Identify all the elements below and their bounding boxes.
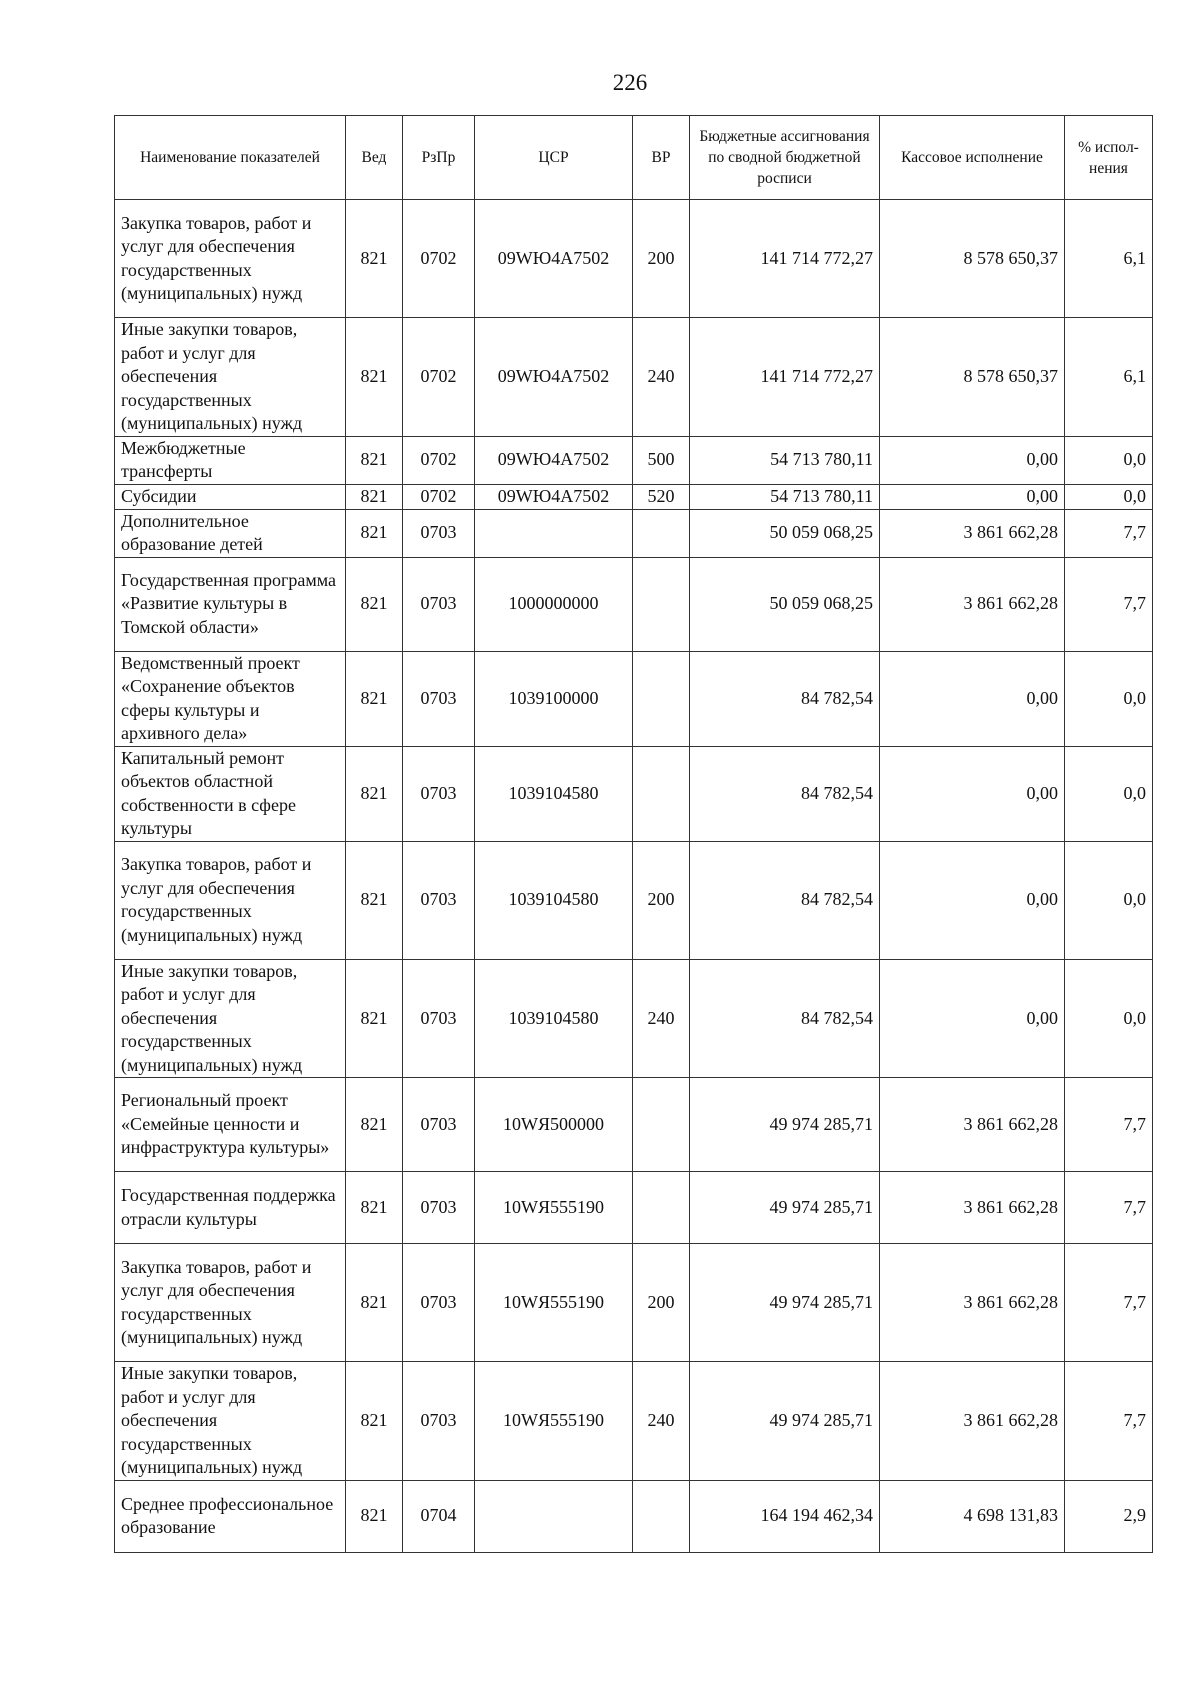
row-ved: 821	[346, 1244, 403, 1362]
row-rzpr: 0703	[403, 1244, 475, 1362]
row-name: Капитальный ремонт объектов областной собственности в сфере культуры	[115, 746, 346, 841]
header-rzpr: РзПр	[403, 116, 475, 200]
row-ved: 821	[346, 1480, 403, 1552]
row-rzpr: 0703	[403, 1172, 475, 1244]
row-percent: 6,1	[1065, 318, 1153, 437]
row-vr: 200	[633, 1244, 690, 1362]
table-row	[115, 959, 1153, 1078]
row-cash: 3 861 662,28	[880, 1244, 1065, 1362]
row-csr: 10WЯ555190	[475, 1244, 633, 1362]
row-percent: 0,0	[1065, 841, 1153, 959]
row-ved: 821	[346, 509, 403, 557]
row-vr: 240	[633, 1362, 690, 1481]
row-csr: 1000000000	[475, 557, 633, 651]
row-percent: 2,9	[1065, 1480, 1153, 1552]
row-allocations: 84 782,54	[690, 651, 880, 746]
header-allocations: Бюджетные ассигнования по сводной бюджетной росписи	[690, 116, 880, 200]
row-csr: 09WЮ4А7502	[475, 318, 633, 437]
row-ved: 821	[346, 841, 403, 959]
row-allocations: 50 059 068,25	[690, 509, 880, 557]
row-rzpr: 0703	[403, 651, 475, 746]
row-cash: 0,00	[880, 959, 1065, 1078]
row-ved: 821	[346, 557, 403, 651]
row-percent: 7,7	[1065, 509, 1153, 557]
row-name: Иные закупки товаров, работ и услуг для обеспечения государственных (муниципальных) нужд	[115, 1362, 346, 1481]
row-name: Иные закупки товаров, работ и услуг для обеспечения государственных (муниципальных) нужд	[115, 318, 346, 437]
row-cash: 3 861 662,28	[880, 557, 1065, 651]
row-name: Среднее профессиональное образование	[115, 1480, 346, 1552]
row-cash: 0,00	[880, 841, 1065, 959]
row-name: Региональный проект «Семейные ценности и инфраструктура культуры»	[115, 1078, 346, 1172]
row-allocations: 84 782,54	[690, 746, 880, 841]
row-name: Государственная поддержка отрасли культуры	[115, 1172, 346, 1244]
row-rzpr: 0702	[403, 318, 475, 437]
row-vr: 500	[633, 436, 690, 484]
row-allocations: 164 194 462,34	[690, 1480, 880, 1552]
row-name: Дополнительное образование детей	[115, 509, 346, 557]
row-vr	[633, 1480, 690, 1552]
row-ved: 821	[346, 1362, 403, 1481]
header-ved: Вед	[346, 116, 403, 200]
row-rzpr: 0703	[403, 557, 475, 651]
row-allocations: 84 782,54	[690, 841, 880, 959]
row-vr	[633, 1078, 690, 1172]
row-percent: 0,0	[1065, 651, 1153, 746]
row-percent: 7,7	[1065, 1362, 1153, 1481]
row-csr: 09WЮ4А7502	[475, 484, 633, 509]
row-ved: 821	[346, 959, 403, 1078]
row-vr: 200	[633, 200, 690, 318]
row-ved: 821	[346, 318, 403, 437]
row-allocations: 49 974 285,71	[690, 1172, 880, 1244]
row-csr: 09WЮ4А7502	[475, 200, 633, 318]
row-csr	[475, 509, 633, 557]
row-cash: 3 861 662,28	[880, 1172, 1065, 1244]
row-ved: 821	[346, 1078, 403, 1172]
table-row	[115, 436, 1153, 484]
row-vr	[633, 746, 690, 841]
row-percent: 0,0	[1065, 746, 1153, 841]
row-name: Межбюджетные трансферты	[115, 436, 346, 484]
header-vr: ВР	[633, 116, 690, 200]
table-row	[115, 318, 1153, 437]
row-ved: 821	[346, 484, 403, 509]
row-cash: 3 861 662,28	[880, 1362, 1065, 1481]
row-csr: 1039104580	[475, 959, 633, 1078]
row-rzpr: 0703	[403, 746, 475, 841]
row-csr: 09WЮ4А7502	[475, 436, 633, 484]
row-percent: 7,7	[1065, 1172, 1153, 1244]
row-cash: 3 861 662,28	[880, 1078, 1065, 1172]
row-vr	[633, 557, 690, 651]
page-number: 226	[612, 70, 648, 95]
row-cash: 0,00	[880, 484, 1065, 509]
row-percent: 0,0	[1065, 959, 1153, 1078]
row-rzpr: 0702	[403, 436, 475, 484]
row-rzpr: 0703	[403, 509, 475, 557]
row-name: Закупка товаров, работ и услуг для обеспечения государственных (муниципальных) нужд	[115, 200, 346, 318]
table-row	[115, 841, 1153, 959]
row-csr: 10WЯ500000	[475, 1078, 633, 1172]
header-name: Наименование показателей	[115, 116, 346, 200]
row-cash: 0,00	[880, 651, 1065, 746]
row-name: Иные закупки товаров, работ и услуг для обеспечения государственных (муниципальных) нужд	[115, 959, 346, 1078]
header-csr: ЦСР	[475, 116, 633, 200]
row-rzpr: 0704	[403, 1480, 475, 1552]
row-rzpr: 0702	[403, 200, 475, 318]
row-ved: 821	[346, 746, 403, 841]
row-percent: 6,1	[1065, 200, 1153, 318]
row-allocations: 141 714 772,27	[690, 318, 880, 437]
table-row	[115, 1362, 1153, 1481]
row-rzpr: 0703	[403, 959, 475, 1078]
row-allocations: 141 714 772,27	[690, 200, 880, 318]
header-cash: Кассовое исполнение	[880, 116, 1065, 200]
row-name: Закупка товаров, работ и услуг для обеспечения государственных (муниципальных) нужд	[115, 1244, 346, 1362]
row-csr: 10WЯ555190	[475, 1172, 633, 1244]
table-row	[115, 746, 1153, 841]
row-csr: 10WЯ555190	[475, 1362, 633, 1481]
table-row	[115, 1078, 1153, 1172]
budget-table	[114, 115, 1153, 1553]
row-name: Субсидии	[115, 484, 346, 509]
table-row	[115, 1480, 1153, 1552]
table-row	[115, 509, 1153, 557]
row-rzpr: 0702	[403, 484, 475, 509]
row-name: Ведомственный проект «Сохранение объектов сферы культуры и архивного дела»	[115, 651, 346, 746]
row-vr	[633, 651, 690, 746]
row-cash: 4 698 131,83	[880, 1480, 1065, 1552]
row-vr	[633, 1172, 690, 1244]
row-allocations: 54 713 780,11	[690, 436, 880, 484]
table-row	[115, 651, 1153, 746]
row-percent: 0,0	[1065, 436, 1153, 484]
row-cash: 3 861 662,28	[880, 509, 1065, 557]
row-allocations: 54 713 780,11	[690, 484, 880, 509]
header-percent: % испол-нения	[1065, 116, 1153, 200]
row-percent: 7,7	[1065, 1244, 1153, 1362]
row-cash: 8 578 650,37	[880, 318, 1065, 437]
row-cash: 8 578 650,37	[880, 200, 1065, 318]
row-percent: 7,7	[1065, 557, 1153, 651]
row-allocations: 84 782,54	[690, 959, 880, 1078]
row-ved: 821	[346, 651, 403, 746]
row-csr: 1039104580	[475, 746, 633, 841]
row-vr	[633, 509, 690, 557]
row-csr: 1039100000	[475, 651, 633, 746]
row-rzpr: 0703	[403, 1078, 475, 1172]
row-name: Закупка товаров, работ и услуг для обеспечения государственных (муниципальных) нужд	[115, 841, 346, 959]
row-csr	[475, 1480, 633, 1552]
row-allocations: 49 974 285,71	[690, 1244, 880, 1362]
row-vr: 200	[633, 841, 690, 959]
table-row	[115, 557, 1153, 651]
row-rzpr: 0703	[403, 841, 475, 959]
row-vr: 520	[633, 484, 690, 509]
row-percent: 0,0	[1065, 484, 1153, 509]
table-row	[115, 484, 1153, 509]
row-allocations: 49 974 285,71	[690, 1362, 880, 1481]
row-ved: 821	[346, 200, 403, 318]
row-csr: 1039104580	[475, 841, 633, 959]
row-name: Государственная программа «Развитие культуры в Томской области»	[115, 557, 346, 651]
row-allocations: 50 059 068,25	[690, 557, 880, 651]
table-row	[115, 200, 1153, 318]
row-ved: 821	[346, 436, 403, 484]
row-vr: 240	[633, 959, 690, 1078]
row-allocations: 49 974 285,71	[690, 1078, 880, 1172]
row-ved: 821	[346, 1172, 403, 1244]
row-percent: 7,7	[1065, 1078, 1153, 1172]
table-header-row	[115, 116, 1153, 200]
row-cash: 0,00	[880, 746, 1065, 841]
table-row	[115, 1172, 1153, 1244]
row-rzpr: 0703	[403, 1362, 475, 1481]
row-cash: 0,00	[880, 436, 1065, 484]
row-vr: 240	[633, 318, 690, 437]
table-row	[115, 1244, 1153, 1362]
